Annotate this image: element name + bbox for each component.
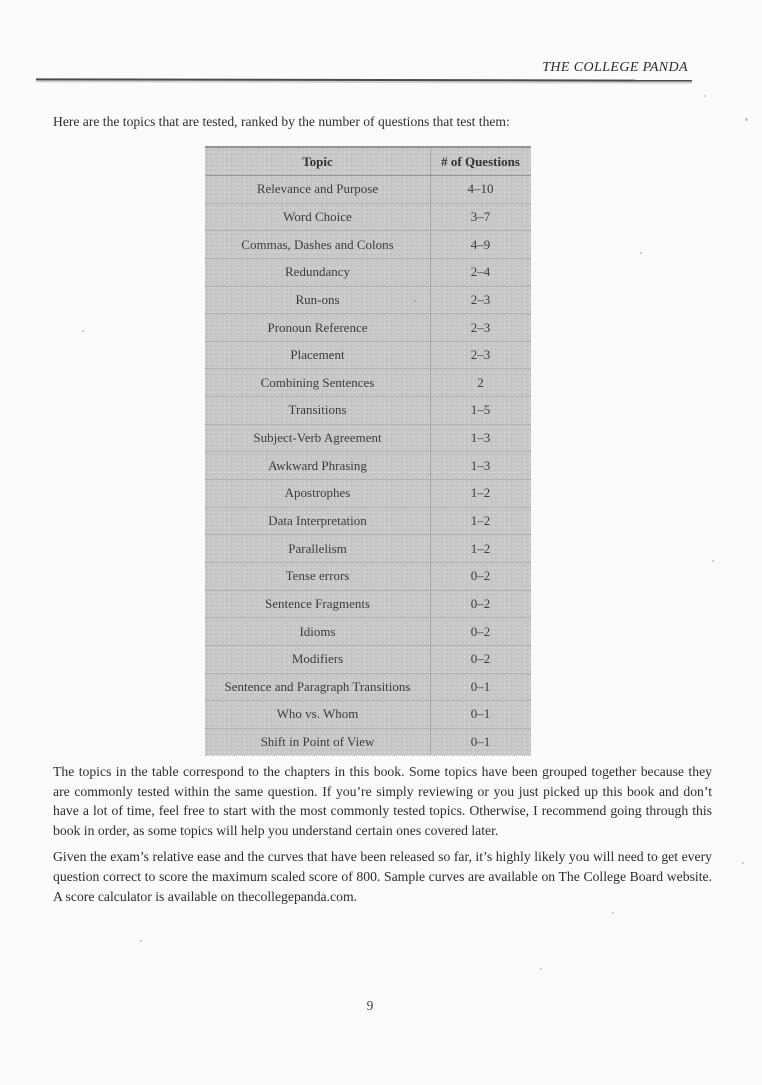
topic-cell: Redundancy <box>285 264 350 280</box>
topic-cell: Placement <box>290 347 345 363</box>
table-row <box>205 535 531 563</box>
header-rule <box>36 78 692 81</box>
questions-cell: 0–1 <box>470 678 491 694</box>
topic-cell: Shift in Point of View <box>260 734 375 750</box>
scan-speckle <box>704 95 706 97</box>
table-row <box>205 259 531 287</box>
scan-speckle <box>640 252 642 254</box>
topic-cell: Who vs. Whom <box>276 706 359 722</box>
scan-speckle <box>612 912 614 914</box>
table-row <box>205 342 531 370</box>
scan-speckle <box>712 560 714 562</box>
table-row <box>205 176 531 204</box>
questions-cell: 0–2 <box>470 568 491 584</box>
questions-cell: 2 <box>477 374 484 390</box>
topics-table-body <box>205 176 531 756</box>
questions-cell: 3–7 <box>470 208 491 224</box>
questions-cell: 0–1 <box>470 734 491 750</box>
scan-speckle <box>742 862 744 864</box>
table-row <box>205 674 531 702</box>
table-header-questions: # of Questions <box>441 153 520 169</box>
table-row <box>205 287 531 315</box>
table-row <box>205 563 531 591</box>
table-column-divider <box>430 148 431 755</box>
running-header <box>542 60 688 76</box>
topic-cell: Pronoun Reference <box>267 319 368 335</box>
table-row <box>205 397 531 425</box>
questions-cell: 1–5 <box>470 402 491 418</box>
topic-cell: Word Choice <box>283 208 352 224</box>
table-row <box>205 618 531 646</box>
topic-cell: Combining Sentences <box>260 374 375 390</box>
scan-speckle <box>540 968 542 970</box>
topic-cell: Run-ons <box>295 291 340 307</box>
table-row <box>205 425 531 453</box>
topic-cell: Data Interpretation <box>268 513 367 528</box>
topic-cell: Commas, Dashes and Colons <box>241 236 394 252</box>
paragraph-scoring-curves: Given the exam’s relative ease and the curves that have been released so far, it’s highly likely you will need to get every question correct to score the maximum scaled score of 800. Sample curves are available on The College Board website. A score calculator is available on thecollegepanda.com. <box>53 849 712 904</box>
questions-cell: 0–2 <box>470 595 491 611</box>
questions-cell: 0–2 <box>470 623 491 639</box>
scan-speckle <box>140 940 142 942</box>
running-header-title: THE COLLEGE PANDA <box>542 60 688 75</box>
questions-cell: 1–2 <box>470 540 491 556</box>
questions-cell: 2–3 <box>470 319 491 335</box>
topic-cell: Apostrophes <box>284 485 351 501</box>
page-number: 9 <box>366 998 374 1013</box>
intro-text: Here are the topics that are tested, ranked by the number of questions that test them: <box>53 114 510 129</box>
table-row <box>205 204 531 232</box>
table-row <box>205 452 531 480</box>
topic-cell: Transitions <box>288 402 347 418</box>
body-text <box>53 762 712 906</box>
topic-cell: Parallelism <box>288 540 347 556</box>
scan-speckle <box>82 330 84 332</box>
questions-cell: 1–3 <box>470 430 491 446</box>
questions-cell: 2–3 <box>470 347 491 363</box>
topic-cell: Tense errors <box>285 568 350 584</box>
questions-cell: 0–1 <box>470 706 491 722</box>
table-row <box>205 231 531 259</box>
questions-cell: 1–3 <box>470 457 491 473</box>
table-row <box>205 591 531 619</box>
topic-cell: Modifiers <box>291 651 344 667</box>
topics-table <box>205 146 531 755</box>
scan-speckle <box>745 118 748 121</box>
topic-cell: Relevance and Purpose <box>256 181 379 197</box>
table-header-topic: Topic <box>302 153 333 169</box>
questions-cell: 2–3 <box>470 291 491 307</box>
table-row <box>205 369 531 397</box>
questions-cell: 2–4 <box>470 264 491 280</box>
questions-cell: 1–2 <box>470 513 491 528</box>
table-row <box>205 508 531 536</box>
topic-cell: Subject-Verb Agreement <box>253 430 382 446</box>
table-row <box>205 480 531 508</box>
topic-cell: Sentence Fragments <box>264 595 371 611</box>
table-header-row <box>205 148 531 176</box>
topic-cell: Awkward Phrasing <box>268 457 367 473</box>
table-row <box>205 314 531 342</box>
questions-cell: 0–2 <box>470 651 491 667</box>
paragraph-intro-to-chapters: The topics in the table correspond to the chapters in this book. Some topics have been grouped together because they are commonly tested within the same question. If you’re simply reviewing or you just picked up this book and don’t have a lot of time, feel free to start with the most commonly tested topics. Otherwise, I recommend going through this book in order, as some topics will help you understand certain ones covered later. <box>53 764 712 838</box>
questions-cell: 4–10 <box>467 181 494 197</box>
questions-cell: 1–2 <box>470 485 491 501</box>
table-row <box>205 701 531 729</box>
table-row <box>205 646 531 674</box>
topic-cell: Sentence and Paragraph Transitions <box>224 678 411 694</box>
topic-cell: Idioms <box>299 623 336 639</box>
table-row <box>205 729 531 757</box>
scan-speckle <box>414 300 416 302</box>
questions-cell: 4–9 <box>470 236 491 252</box>
